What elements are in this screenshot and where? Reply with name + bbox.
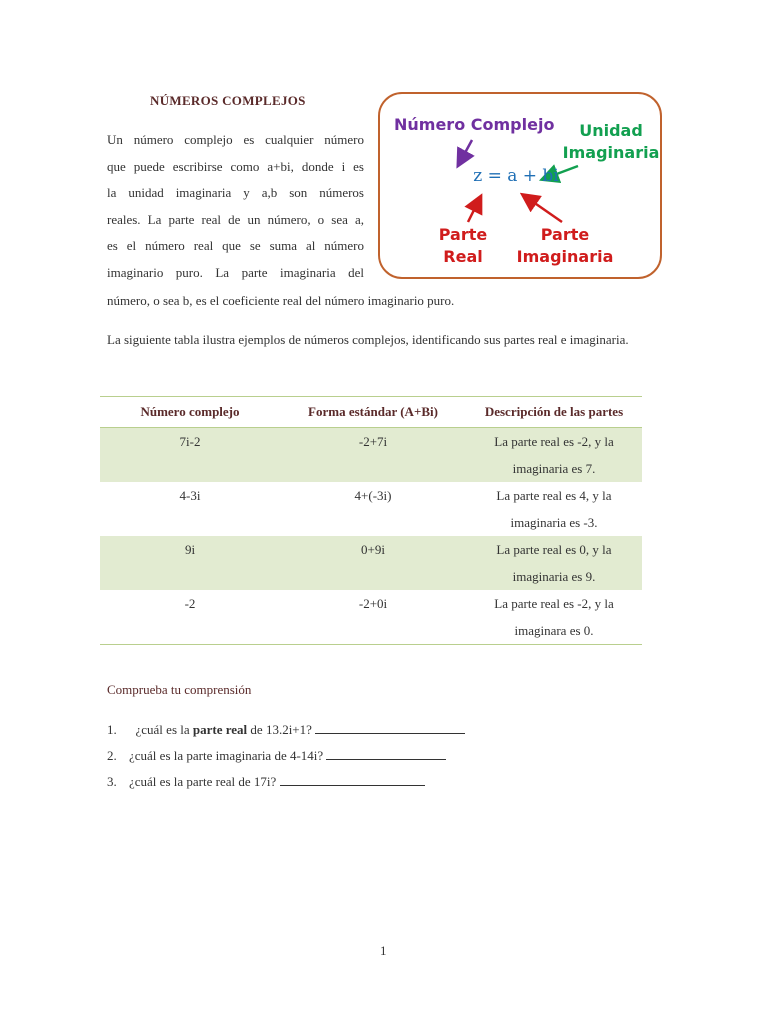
intro-continuation: número, o sea b, es el coeficiente real del número imaginario puro. — [107, 293, 455, 308]
table-intro-paragraph: La siguiente tabla ilustra ejemplos de números complejos, identificando sus partes real e imaginaria. — [107, 332, 629, 347]
table-row — [100, 590, 642, 645]
arrow-imag — [526, 197, 562, 222]
table-cell: 0+9i — [280, 536, 466, 590]
table-cell: La parte real es 0, y la imaginaria es 9. — [466, 536, 642, 590]
answer-blank[interactable] — [315, 720, 465, 734]
table-row — [100, 428, 642, 483]
intro-line: la unidad imaginaria y a,b son números — [107, 185, 364, 200]
intro-line: imaginario puro. La parte imaginaria del — [107, 264, 364, 280]
table-cell: 4-3i — [179, 488, 201, 503]
table-row — [100, 482, 642, 536]
check-understanding-heading: Comprueba tu comprensión — [107, 682, 252, 697]
page-title: NÚMEROS COMPLEJOS — [150, 93, 306, 108]
arrow-complex — [460, 140, 472, 162]
table-cell: -2+0i — [280, 590, 466, 645]
complex-number-diagram — [378, 92, 662, 279]
answer-blank[interactable] — [326, 746, 446, 760]
label-imaginary-unit: Unidad Imaginaria — [562, 121, 660, 162]
questions-list — [107, 720, 465, 798]
table-cell: La parte real es -2, y la imaginara es 0. — [466, 590, 642, 645]
table-header: Descripción de las partes — [466, 397, 642, 428]
table-cell: La parte real es 4, y la imaginaria es -3. — [496, 488, 612, 530]
table-cell: 4+(-3i) — [354, 488, 392, 503]
question-item: 1. ¿cuál es la parte real de 13.2i+1? — [107, 720, 465, 746]
question-number: 2. — [107, 748, 117, 763]
table-cell: 9i — [100, 536, 280, 590]
table-cell: La parte real es -2, y la imaginaria es 7. — [466, 428, 642, 483]
answer-blank[interactable] — [280, 772, 425, 786]
intro-line: es el número real que se suma al número — [107, 238, 364, 253]
label-complex-number: Número Complejo — [394, 115, 555, 134]
table-cell: 7i-2 — [100, 428, 280, 483]
arrow-real — [468, 200, 479, 222]
intro-line: reales. La parte real de un número, o sea a, — [107, 211, 364, 227]
label-imaginary-part: Parte Imaginaria — [516, 225, 614, 266]
page-number: 1 — [380, 943, 387, 958]
table-header: Forma estándar (A+Bi) — [280, 397, 466, 428]
table-cell: -2 — [100, 590, 280, 645]
question-number: 3. — [107, 774, 117, 789]
examples-table — [100, 396, 642, 645]
question-number: 1. — [107, 722, 117, 737]
intro-paragraph — [107, 127, 364, 286]
question-item: 3. ¿cuál es la parte real de 17i? — [107, 772, 465, 798]
formula: z = a + bi — [473, 166, 559, 186]
label-real-part: Parte Real — [438, 225, 488, 266]
question-item: 2. ¿cuál es la parte imaginaria de 4-14i? — [107, 746, 465, 772]
table-row — [100, 536, 642, 590]
table-header: Número complejo — [100, 397, 280, 428]
intro-line: que puede escribirse como a+bi, donde i es — [107, 158, 364, 174]
table-cell: -2+7i — [280, 428, 466, 483]
intro-line: Un número complejo es cualquier número — [107, 132, 364, 147]
